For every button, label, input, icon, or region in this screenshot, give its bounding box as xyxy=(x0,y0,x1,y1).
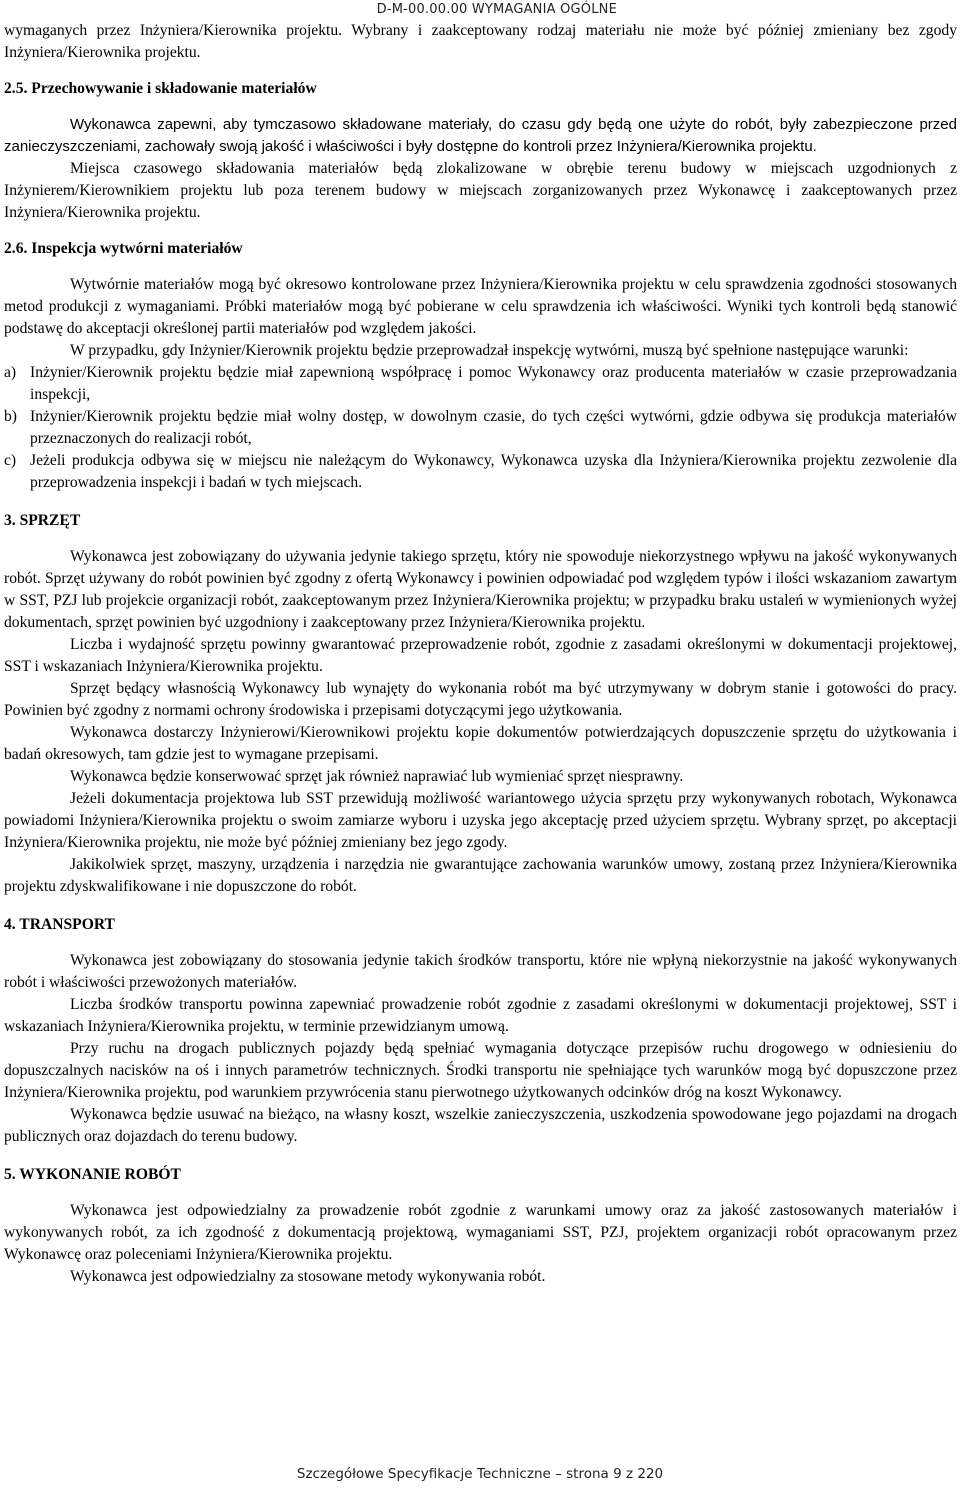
list-marker: b) xyxy=(4,408,17,425)
section-2-5-paragraph: Miejsca czasowego składowania materiałów będą zlokalizowane w obrębie terenu budowy w miejscach uzgodnionych z Inżynierem/Kierownikiem projektu lub poza terenem budowy w miejscach zorganizowanych przez Wykonawcę i zaakceptowanych przez Inżyniera/Kierownika projektu. xyxy=(4,160,957,221)
list-marker: c) xyxy=(4,452,17,469)
list-item xyxy=(4,362,957,406)
section-3-paragraph: Liczba i wydajność sprzętu powinny gwarantować przeprowadzenie robót, zgodnie z zasadami określonymi w dokumentacji projektowej, SST i wskazaniach Inżyniera/Kierownika projektu. xyxy=(4,636,957,675)
list-marker: a) xyxy=(4,364,17,381)
section-3-paragraph: Wykonawca będzie konserwować sprzęt jak również naprawiać lub wymieniać sprzęt niesprawny. xyxy=(70,768,684,785)
section-5-paragraph: Wykonawca jest odpowiedzialny za stosowane metody wykonywania robót. xyxy=(70,1268,546,1285)
list-item-text: Jeżeli produkcja odbywa się w miejscu nie należącym do Wykonawcy, Wykonawca uzyska dla Inżyniera/Kierownika projektu zezwolenie dla przeprowadzenia inspekcji i badań w tych miejscach. xyxy=(30,452,957,491)
document-code-header: D-M-00.00.00 WYMAGANIA OGÓLNE xyxy=(376,2,617,17)
list-item xyxy=(4,450,957,494)
section-2-5-heading: 2.5. Przechowywanie i składowanie materiałów xyxy=(4,80,317,97)
document-body xyxy=(4,20,957,1288)
section-4-paragraph: Wykonawca jest zobowiązany do stosowania jedynie takich środków transportu, które nie wpłyną niekorzystnie na jakość wykonywanych robót i właściwości przewożonych materiałów. xyxy=(4,952,957,991)
section-4-paragraph: Wykonawca będzie usuwać na bieżąco, na własny koszt, wszelkie zanieczyszczenia, uszkodzenia spowodowane jego pojazdami na drogach publicznych oraz dojazdach do terenu budowy. xyxy=(4,1106,957,1145)
section-5-heading: 5. WYKONANIE ROBÓT xyxy=(4,1166,181,1183)
section-4-paragraph: Przy ruchu na drogach publicznych pojazdy będą spełniać wymagania dotyczące przepisów ruchu drogowego w odniesieniu do dopuszczalnych nacisków na oś i innych parametrów technicznych. Środki transportu nie spełniające tych warunków mogą być dopuszczone przez Inżyniera/Kierownika projektu, pod warunkiem przywrócenia stanu pierwotnego użytkowanych odcinków dróg na koszt Wykonawcy. xyxy=(4,1040,957,1101)
page-footer: Szczegółowe Specyfikacje Techniczne – strona 9 z 220 xyxy=(296,1466,664,1482)
section-3-paragraph: Wykonawca jest zobowiązany do używania jedynie takiego sprzętu, który nie spowoduje niekorzystnego wpływu na jakość wykonywanych robót. Sprzęt używany do robót powinien być zgodny z ofertą Wykonawcy i powinien odpowiadać pod względem typów i ilości wskazaniom zawartym w SST, PZJ lub projekcie organizacji robót, zaakceptowanym przez Inżyniera/Kierownika projektu; w przypadku braku ustaleń w wymienionych wyżej dokumentach, sprzęt powinien być uzgodniony i zaakceptowany przez Inżyniera/Kierownika projektu. xyxy=(4,548,957,631)
section-5-paragraph: Wykonawca jest odpowiedzialny za prowadzenie robót zgodnie z warunkami umowy oraz za jakość zastosowanych materiałów i wykonywanych robót, za ich zgodność z dokumentacją projektową, wymaganiami SST, PZJ, projektem organizacji robót opracowanym przez Wykonawcę oraz poleceniami Inżyniera/Kierownika projektu. xyxy=(4,1202,957,1263)
section-3-paragraph: Wykonawca dostarczy Inżynierowi/Kierownikowi projektu kopie dokumentów potwierdzających dopuszczenie sprzętu do użytkowania i badań okresowych, tam gdzie jest to wymagane przepisami. xyxy=(4,724,957,763)
section-3-heading: 3. SPRZĘT xyxy=(4,512,81,529)
section-4-paragraph: Liczba środków transportu powinna zapewniać prowadzenie robót zgodnie z zasadami określonymi w dokumentacji projektowej, SST i wskazaniach Inżyniera/Kierownika projektu, w terminie przewidzianym umową. xyxy=(4,996,957,1035)
section-3-paragraph: Jakikolwiek sprzęt, maszyny, urządzenia i narzędzia nie gwarantujące zachowania warunków umowy, zostaną przez Inżyniera/Kierownika projektu zdyskwalifikowane i nie dopuszczone do robót. xyxy=(4,856,957,895)
section-3-paragraph: Jeżeli dokumentacja projektowa lub SST przewidują możliwość wariantowego użycia sprzętu przy wykonywanych robotach, Wykonawca powiadomi Inżyniera/Kierownika projektu o swoim zamiarze wyboru i uzyska jego akceptację przed użyciem sprzętu. Wybrany sprzęt, po akceptacji Inżyniera/Kierownika projektu, nie może być później zmieniany bez jego zgody. xyxy=(4,790,957,851)
section-2-6-paragraph: Wytwórnie materiałów mogą być okresowo kontrolowane przez Inżyniera/Kierownika projektu w celu sprawdzenia zgodności stosowanych metod produkcji z wymaganiami. Próbki materiałów mogą być pobierane w celu sprawdzenia ich właściwości. Wyniki tych kontroli będą stanowić podstawę do akceptacji określonej partii materiałów pod względem jakości. xyxy=(4,276,957,337)
list-item-text: Inżynier/Kierownik projektu będzie miał zapewnioną współpracę i pomoc Wykonawcy oraz producenta materiałów w czasie przeprowadzania inspekcji, xyxy=(30,364,957,403)
list-item-text: Inżynier/Kierownik projektu będzie miał wolny dostęp, w dowolnym czasie, do tych części wytwórni, gdzie odbywa się produkcja materiałów przeznaczonych do realizacji robót, xyxy=(30,408,957,447)
section-2-5-paragraph: Wykonawca zapewni, aby tymczasowo składowane materiały, do czasu gdy będą one użyte do robót, były zabezpieczone przed zanieczyszczeniami, zachowały swoją jakość i właściwości i były dostępne do kontroli przez Inżyniera/Kierownika projektu. xyxy=(4,116,957,155)
section-2-6-paragraph: W przypadku, gdy Inżynier/Kierownik projektu będzie przeprowadzał inspekcję wytwórni, muszą być spełnione następujące warunki: xyxy=(70,342,909,359)
intro-paragraph: wymaganych przez Inżyniera/Kierownika projektu. Wybrany i zaakceptowany rodzaj materiału nie może być później zmieniany bez zgody Inżyniera/Kierownika projektu. xyxy=(4,22,957,61)
section-2-6-heading: 2.6. Inspekcja wytwórni materiałów xyxy=(4,240,243,257)
list-item xyxy=(4,406,957,450)
section-3-paragraph: Sprzęt będący własnością Wykonawcy lub wynajęty do wykonania robót ma być utrzymywany w dobrym stanie i gotowości do pracy. Powinien być zgodny z normami ochrony środowiska i przepisami dotyczącymi jego użytkowania. xyxy=(4,680,957,719)
section-4-heading: 4. TRANSPORT xyxy=(4,916,115,933)
